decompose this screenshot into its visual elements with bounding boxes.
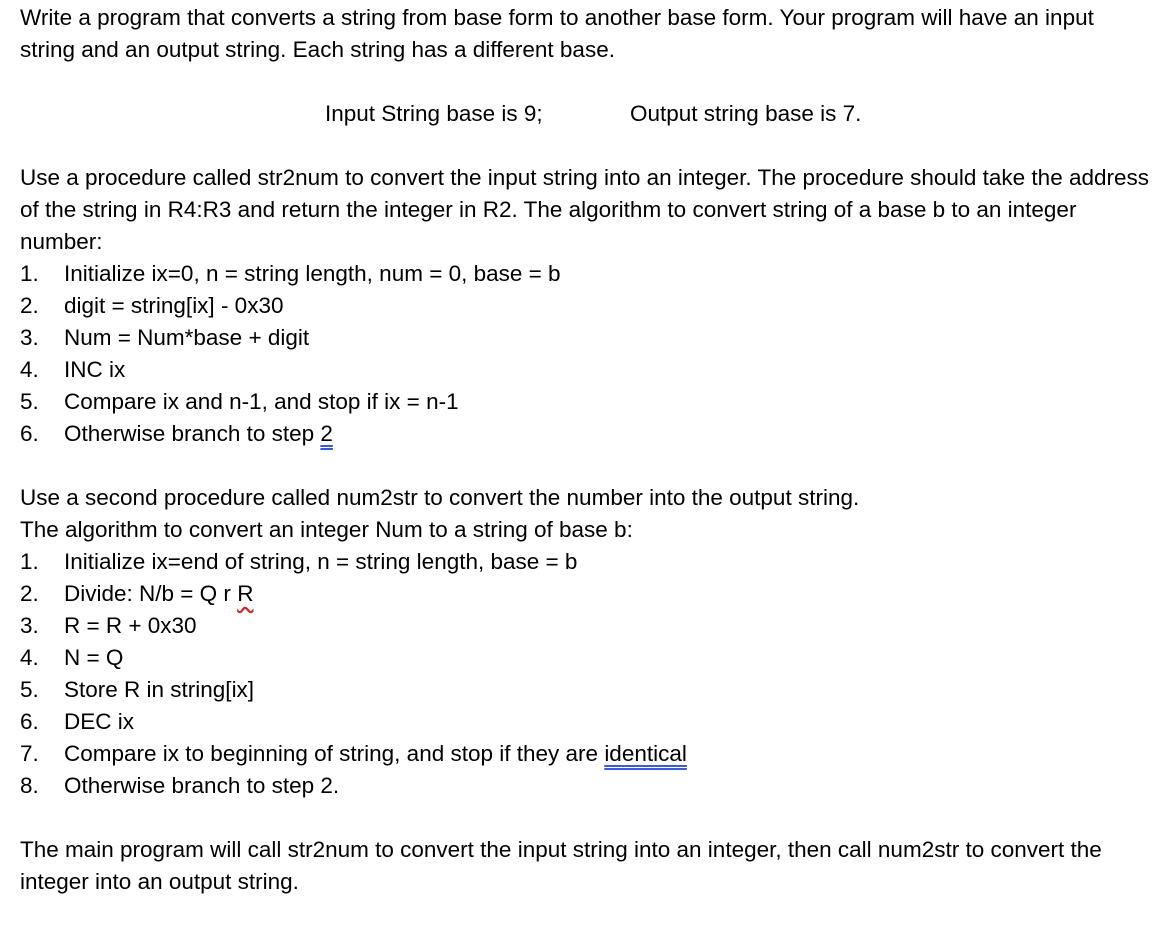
str2num-description: Use a procedure called str2num to convert the input string into an integer. The procedure should take the address of the string in R4:R3 and return the integer in R2. The algorithm to convert string of a base b to an integer number: [20,165,1150,254]
grammar-flagged-word[interactable]: identical [604,741,687,766]
step-number: 3. [20,613,39,638]
str2num-steps-list [20,258,1155,450]
intro-paragraph: Write a program that converts a string from base form to another base form. Your program will have an input string and an output string. Each string has a different base. [20,5,1094,62]
spelling-flagged-word[interactable]: R [237,581,254,606]
output-base-text: Output string base is 7. [630,101,862,126]
base-spec-line [20,98,1155,130]
step-number: 1. [20,549,39,574]
step-number: 4. [20,357,39,382]
step-text: N = Q [64,645,124,670]
step-text-main: Divide: N/b = Q r [64,581,238,606]
list-item [20,738,1155,770]
num2str-steps-list [20,546,1155,802]
list-item [20,546,1155,578]
step-number: 5. [20,677,39,702]
step-number: 6. [20,709,39,734]
step-text [64,418,333,450]
list-item [20,706,1155,738]
step-number: 1. [20,261,39,286]
list-item [20,322,1155,354]
step-number: 4. [20,645,39,670]
list-item [20,354,1155,386]
num2str-description-line2: The algorithm to convert an integer Num to a string of base b: [20,517,633,542]
grammar-flagged-word[interactable]: 2 [320,421,333,446]
step-text: Compare ix and n-1, and stop if ix = n-1 [64,389,459,414]
step-text: Initialize ix=end of string, n = string length, base = b [64,549,578,574]
list-item [20,290,1155,322]
step-number: 6. [20,421,39,446]
list-item [20,258,1155,290]
step-number: 3. [20,325,39,350]
step-number: 8. [20,773,39,798]
step-text: Otherwise branch to step 2. [64,773,340,798]
step-text: Store R in string[ix] [64,677,255,702]
step-number: 2. [20,581,39,606]
input-base-text: Input String base is 9; [325,101,543,126]
step-number: 7. [20,741,39,766]
document-page [20,2,1155,898]
step-text [64,738,687,770]
step-number: 5. [20,389,39,414]
step-text: INC ix [64,357,126,382]
step-text: Initialize ix=0, n = string length, num = 0, base = b [64,261,561,286]
step-number: 2. [20,293,39,318]
list-item [20,386,1155,418]
step-text-main: Otherwise branch to step [64,421,321,446]
step-text: Num = Num*base + digit [64,325,310,350]
step-text: DEC ix [64,709,135,734]
step-text-main: Compare ix to beginning of string, and stop if they are [64,741,605,766]
spacer [20,450,1155,482]
conclusion-paragraph: The main program will call str2num to convert the input string into an integer, then call num2str to convert the integer into an output string. [20,837,1102,894]
step-text: R = R + 0x30 [64,613,197,638]
list-item [20,770,1155,802]
list-item [20,642,1155,674]
step-text [64,578,253,610]
step-text: digit = string[ix] - 0x30 [64,293,284,318]
list-item [20,578,1155,610]
list-item [20,610,1155,642]
list-item [20,674,1155,706]
spacer [20,802,1155,834]
num2str-description-line1: Use a second procedure called num2str to convert the number into the output string. [20,485,860,510]
list-item [20,418,1155,450]
